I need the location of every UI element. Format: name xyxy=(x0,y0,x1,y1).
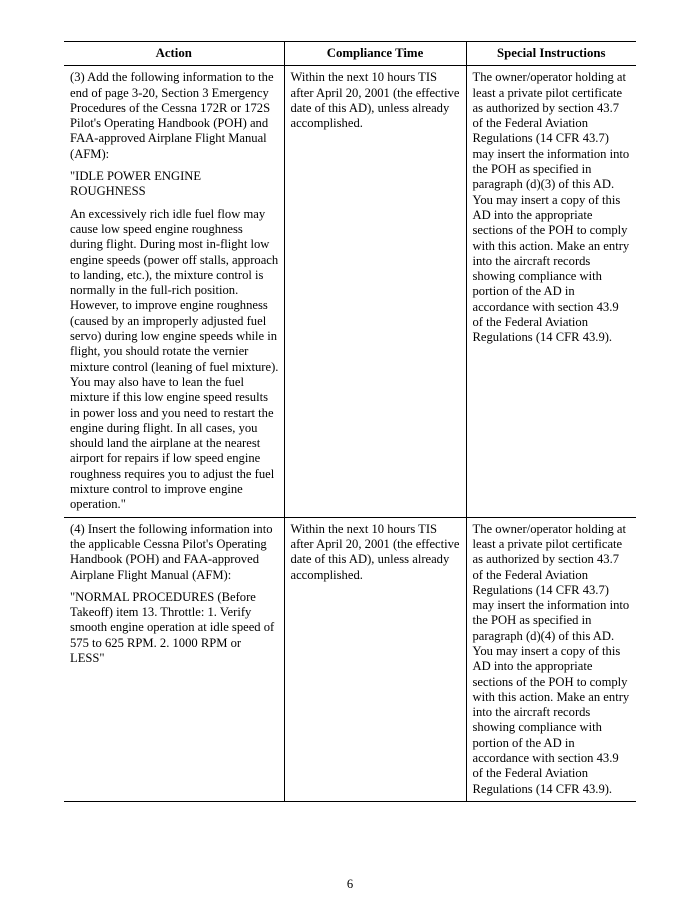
table-header-row xyxy=(64,42,636,66)
compliance-time-cell: Within the next 10 hours TIS after April 20, 2001 (the effective date of this AD), unless already accomplished. xyxy=(284,517,466,801)
header-compliance-time: Compliance Time xyxy=(284,42,466,66)
table-row xyxy=(64,66,636,517)
action-paragraph: "IDLE POWER ENGINE ROUGHNESS xyxy=(70,169,202,199)
special-instructions-cell: The owner/operator holding at least a private pilot certificate as authorized by section 43.7 of the Federal Aviation Regulations (14 CFR 43.7) may insert the information into the POH as specified in paragraph (d)(3) of this AD. You may insert a copy of this AD into the appropriate sections of the POH to comply with this action. Make an entry into the aircraft records showing compliance with portion of the AD in accordance with section 43.9 of the Federal Aviation Regulations (14 CFR 43.9). xyxy=(466,66,636,517)
action-paragraph: An excessively rich idle fuel flow may cause low speed engine roughness during flight. During most in-flight low engine speeds (power off stalls, approach to landing, etc.), the mixture control is normally in the full-rich position. However, to improve engine roughness (caused by an improperly adjusted fuel servo) during low engine speeds while in flight, you should rotate the vernier mixture control (leaning of fuel mixture). You may also have to lean the fuel mixture if this low engine speed results in power loss and you need to restart the engine during flight. In all cases, you should land the airplane at the nearest airport for repairs if low speed engine roughness requires you to adjust the fuel mixture control to improve engine operation." xyxy=(70,206,279,512)
special-instructions-cell: The owner/operator holding at least a private pilot certificate as authorized by section 43.7 of the Federal Aviation Regulations (14 CFR 43.7) may insert the information into the POH as specified in paragraph (d)(4) of this AD. You may insert a copy of this AD into the appropriate sections of the POH to comply with this action. Make an entry into the aircraft records showing compliance with portion of the AD in accordance with section 43.9 of the Federal Aviation Regulations (14 CFR 43.9). xyxy=(466,517,636,801)
action-paragraph: "NORMAL PROCEDURES (Before Takeoff) item 13. Throttle: 1. Verify smooth engine operation at idle speed of 575 to 625 RPM. 2. 1000 RPM or LESS" xyxy=(70,589,275,665)
action-paragraph: (4) Insert the following information into the applicable Cessna Pilot's Operating Handbook (POH) and FAA-approved Airplane Flight Manual (AFM): xyxy=(70,521,273,582)
ad-compliance-table xyxy=(64,41,636,802)
header-action: Action xyxy=(64,42,284,66)
compliance-time-cell: Within the next 10 hours TIS after April 20, 2001 (the effective date of this AD), unless already accomplished. xyxy=(284,66,466,517)
action-paragraph: (3) Add the following information to the end of page 3-20, Section 3 Emergency Procedures of the Cessna 172R or 172S Pilot's Operating Handbook (POH) and FAA-approved Airplane Flight Manual (AFM): xyxy=(70,70,274,161)
table-row xyxy=(64,517,636,801)
header-special-instructions: Special Instructions xyxy=(466,42,636,66)
page-number: 6 xyxy=(346,877,354,891)
action-cell xyxy=(64,66,284,517)
action-cell xyxy=(64,517,284,801)
